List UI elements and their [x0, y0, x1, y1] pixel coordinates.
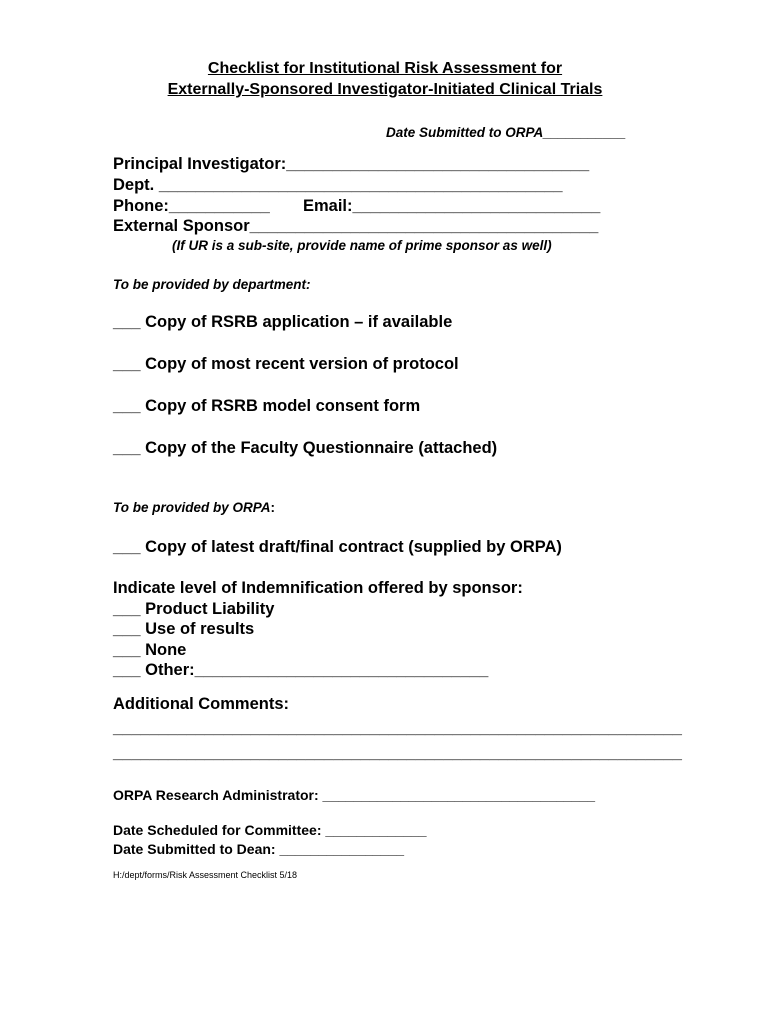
date-submitted-orpa: Date Submitted to ORPA___________ — [386, 125, 626, 140]
checklist-item: ___ Copy of RSRB model consent form — [113, 397, 421, 415]
checklist-item: ___ Copy of RSRB application – if available — [113, 313, 453, 331]
title-line-1: Checklist for Institutional Risk Assessment for — [207, 60, 563, 77]
indemnification-option: ___ Other:________________________________ — [113, 661, 489, 679]
orpa-heading: To be provided by ORPA: — [113, 500, 276, 515]
indemnification-heading: Indicate level of Indemnification offered by sponsor: — [113, 579, 523, 597]
footer-path: H:/dept/forms/Risk Assessment Checklist 5/18 — [113, 870, 298, 880]
comments-heading: Additional Comments: — [113, 695, 289, 713]
research-administrator-field: ORPA Research Administrator: ___________________________________ — [113, 787, 596, 803]
department-heading: To be provided by department: — [113, 277, 311, 292]
checklist-item: ___ Copy of the Faculty Questionnaire (attached) — [113, 439, 498, 457]
external-sponsor-field: External Sponsor______________________________________ — [113, 217, 599, 235]
phone-field: Phone:___________ — [113, 197, 270, 215]
dean-date-field: Date Submitted to Dean: ________________ — [113, 841, 405, 857]
checklist-item: ___ Copy of most recent version of protocol — [113, 355, 459, 373]
committee-date-field: Date Scheduled for Committee: _____________ — [113, 822, 427, 838]
dept-field: Dept. ____________________________________________ — [113, 176, 563, 194]
comments-line-2: ______________________________________________________________ — [113, 744, 682, 762]
comments-line-1: ______________________________________________________________ — [113, 719, 682, 737]
indemnification-option: ___ Product Liability — [113, 600, 275, 618]
principal-investigator-field: Principal Investigator:_________________________________ — [113, 155, 590, 173]
checklist-item: ___ Copy of latest draft/final contract (supplied by ORPA) — [113, 538, 562, 556]
email-field: Email:___________________________ — [303, 197, 601, 215]
sponsor-note: (If UR is a sub-site, provide name of prime sponsor as well) — [172, 238, 552, 253]
title-line-2: Externally-Sponsored Investigator-Initiated Clinical Trials — [167, 81, 603, 98]
indemnification-option: ___ None — [113, 641, 187, 659]
indemnification-option: ___ Use of results — [113, 620, 255, 638]
